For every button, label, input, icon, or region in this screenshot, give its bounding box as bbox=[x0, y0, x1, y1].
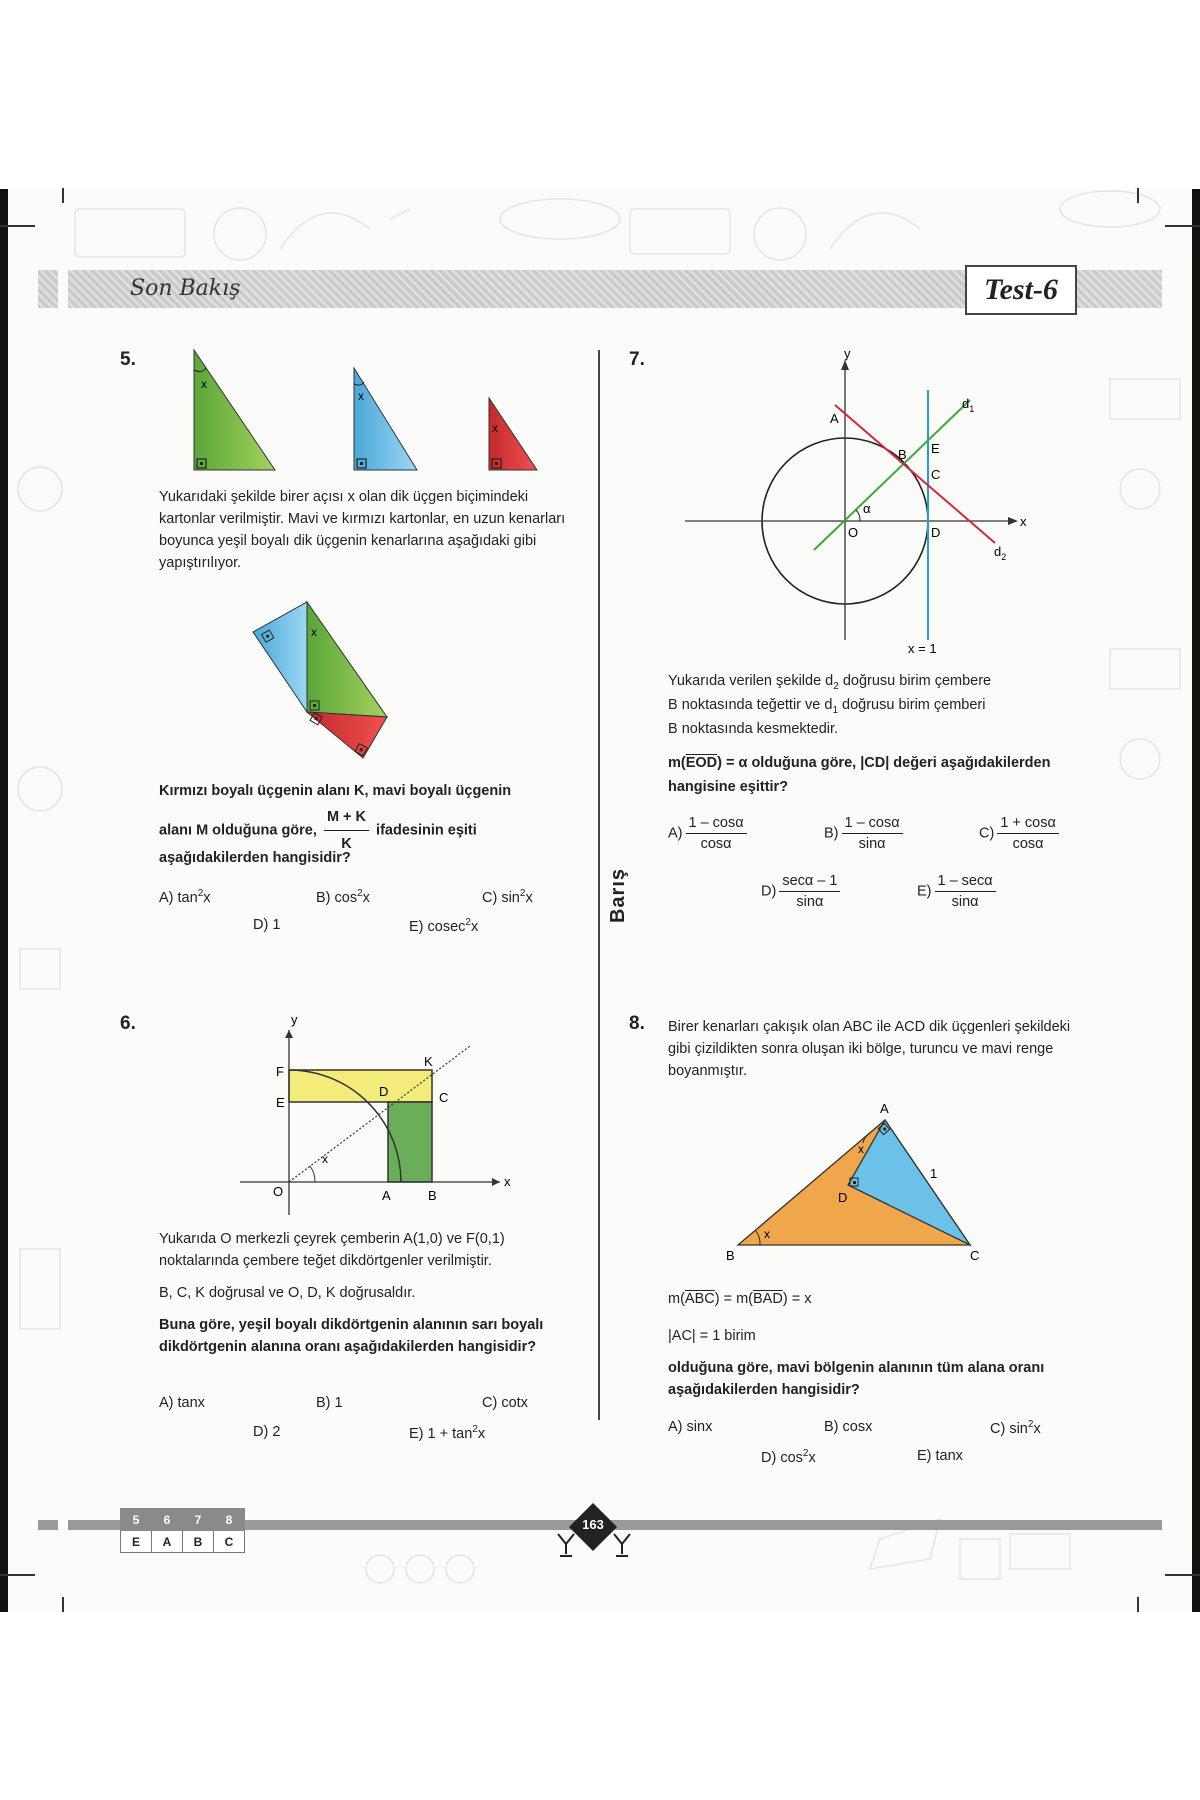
svg-text:D: D bbox=[838, 1190, 848, 1205]
crop-mark bbox=[1137, 188, 1139, 203]
svg-text:y: y bbox=[844, 350, 851, 361]
q8-intro-text: Birer kenarları çakışık olan ABC ile ACD dik üçgenleri şekildeki gibi çizildikten sonra oluşan iki bölge, turuncu ve mavi renge boyanmıştır. bbox=[668, 1019, 1071, 1079]
svg-text:x: x bbox=[492, 421, 498, 435]
q7-question-line1: $m(\overline{EOD}) = \alpha$ olduğuna göre, |CD| değeri aşağıdakilerden bbox=[668, 755, 1051, 771]
crop-mark bbox=[1165, 225, 1200, 227]
svg-text:C: C bbox=[970, 1248, 980, 1263]
publisher-label: Barış bbox=[603, 862, 634, 929]
brand-title: Son Bakış bbox=[130, 276, 241, 301]
svg-text:x: x bbox=[858, 1142, 864, 1156]
svg-text:x = 1: x = 1 bbox=[908, 641, 937, 656]
svg-text:x: x bbox=[358, 389, 364, 403]
question-number-5: 5. bbox=[120, 349, 136, 370]
q5-fraction: $\frac{M + K}{K}$ bbox=[324, 806, 369, 855]
svg-text:K: K bbox=[424, 1054, 433, 1069]
q5-option-a[interactable]: A) $\tan^2x$ bbox=[159, 888, 211, 906]
header-band-stub bbox=[38, 270, 58, 308]
svg-text:A: A bbox=[382, 1188, 391, 1203]
q8-option-d[interactable]: D) $\cos^2x$ bbox=[761, 1448, 816, 1466]
crop-mark bbox=[62, 1597, 64, 1612]
q6-option-a[interactable]: A) tanx bbox=[159, 1395, 205, 1411]
answer-key-number: 7 bbox=[183, 1509, 214, 1531]
svg-text:O: O bbox=[273, 1184, 284, 1199]
q8-given-2: |AC| = 1 birim bbox=[668, 1328, 756, 1344]
q7-question-line2: hangisine eşittir? bbox=[668, 779, 789, 795]
answer-key-number: 5 bbox=[121, 1509, 152, 1531]
svg-text:F: F bbox=[276, 1064, 284, 1079]
q8-question: olduğuna göre, mavi bölgenin alanının tüm alana oranı aşağıdakilerden hangisidir? bbox=[668, 1360, 1045, 1398]
svg-text:d2: $d_2$ bbox=[994, 544, 1007, 562]
question-number-6: 6. bbox=[120, 1013, 136, 1034]
q6-text-2: B, C, K doğrusal ve O, D, K doğrusaldır. bbox=[159, 1285, 416, 1301]
answer-key-number: 6 bbox=[152, 1509, 183, 1531]
q6-option-d[interactable]: D) 2 bbox=[253, 1424, 281, 1440]
svg-text:D: D bbox=[379, 1084, 389, 1099]
crop-mark bbox=[0, 1574, 35, 1576]
q5-question-line1: Kırmızı boyalı üçgenin alanı K, mavi boyalı üçgenin bbox=[159, 783, 512, 799]
q5-intro-text: Yukarıdaki şekilde birer açısı x olan dik üçgen biçimindeki kartonlar verilmiştir. Mavi ve kırmızı kartonlar, en uzun kenarları boyunca yeşil boyalı dik üçgenin kenarlarına aşağıdaki gibi yapıştırılıyor. bbox=[159, 489, 566, 571]
crop-mark bbox=[1165, 1574, 1200, 1576]
svg-text:α: α bbox=[863, 501, 871, 516]
crop-mark bbox=[62, 188, 64, 203]
q5-question-line2: alanı M olduğuna göre, $\frac{M + K}{K}$ ifadesinin eşiti bbox=[159, 806, 477, 855]
svg-text:C: C bbox=[439, 1090, 449, 1105]
answer-key-answer: B bbox=[183, 1531, 214, 1553]
q5-option-c[interactable]: C) $\sin^2x$ bbox=[482, 888, 533, 906]
q8-option-a[interactable]: A) sinx bbox=[668, 1419, 713, 1435]
test-title: Test-6 bbox=[965, 265, 1077, 315]
page-number: 163 bbox=[582, 1517, 604, 1532]
q5-option-d[interactable]: D) 1 bbox=[253, 917, 281, 933]
svg-text:x: x bbox=[322, 1152, 328, 1166]
answer-key-table bbox=[120, 1508, 245, 1553]
svg-text:1: 1 bbox=[930, 1166, 938, 1181]
svg-text:E: E bbox=[931, 441, 940, 456]
svg-text:A: A bbox=[880, 1101, 889, 1116]
q5-triangles-figure bbox=[180, 340, 560, 480]
q6-question: Buna göre, yeşil boyalı dikdörtgenin alanının sarı boyalı dikdörtgenin alanına oranı aşağıdakilerden hangisidir? bbox=[159, 1317, 544, 1355]
footer-bar-stub bbox=[38, 1520, 58, 1530]
q7-text-line3: B noktasında kesmektedir. bbox=[668, 721, 839, 737]
svg-text:A: A bbox=[830, 411, 839, 426]
q7-text-line2: B noktasında teğettir ve $d_1$ doğrusu birim çemberi bbox=[668, 697, 986, 716]
q8-triangles-figure bbox=[720, 1100, 1000, 1270]
svg-text:y: y bbox=[291, 1012, 298, 1027]
svg-text:C: C bbox=[931, 467, 941, 482]
svg-text:x: x bbox=[1020, 514, 1027, 529]
svg-text:x: x bbox=[764, 1227, 770, 1241]
crop-mark bbox=[1137, 1597, 1139, 1612]
q8-option-e[interactable]: E) tanx bbox=[917, 1448, 963, 1464]
svg-text:x: x bbox=[201, 377, 207, 391]
q6-option-c[interactable]: C) cotx bbox=[482, 1395, 528, 1411]
q8-option-b[interactable]: B) cosx bbox=[824, 1419, 873, 1435]
svg-text:B: B bbox=[726, 1248, 735, 1263]
q7-option-d[interactable]: D) $\frac{\sec\alpha - 1}{\sin\alpha}$ bbox=[761, 873, 843, 910]
q5-question-line3: aşağıdakilerden hangisidir? bbox=[159, 850, 351, 866]
svg-text:d1: $d_1$ bbox=[962, 396, 975, 414]
q7-unit-circle-figure bbox=[680, 350, 1040, 660]
answer-key-number: 8 bbox=[214, 1509, 245, 1531]
q7-option-e[interactable]: E) $\frac{1 - \sec\alpha}{\sin\alpha}$ bbox=[917, 873, 999, 910]
svg-text:x: x bbox=[504, 1174, 511, 1189]
q8-option-c[interactable]: C) $\sin^2x$ bbox=[990, 1419, 1041, 1437]
q6-option-e[interactable]: E) $1 + \tan^2x$ bbox=[409, 1424, 486, 1442]
q6-option-b[interactable]: B) 1 bbox=[316, 1395, 343, 1411]
q7-option-b[interactable]: B) $\frac{1 - \cos\alpha}{\sin\alpha}$ bbox=[824, 815, 906, 852]
q7-option-a[interactable]: A) $\frac{1 - \cos\alpha}{\cos\alpha}$ bbox=[668, 815, 750, 852]
crop-mark bbox=[0, 225, 35, 227]
q7-option-c[interactable]: C) $\frac{1 + \cos\alpha}{\cos\alpha}$ bbox=[979, 815, 1062, 852]
svg-text:x: x bbox=[311, 625, 317, 639]
question-number-7: 7. bbox=[629, 349, 645, 370]
q6-text-1: Yukarıda O merkezli çeyrek çemberin A(1,0) ve F(0,1) noktalarında çembere teğet dikdörtgenler verilmiştir. bbox=[159, 1231, 505, 1269]
q6-quarter-circle-figure bbox=[230, 1010, 520, 1220]
svg-text:B: B bbox=[428, 1188, 437, 1203]
svg-text:B: B bbox=[898, 447, 907, 462]
svg-text:O: O bbox=[848, 525, 859, 540]
svg-text:D: D bbox=[931, 525, 941, 540]
question-number-8: 8. bbox=[629, 1013, 645, 1034]
answer-key-answer: A bbox=[152, 1531, 183, 1553]
q8-given-1: $m(\overline{ABC}) = m(\overline{BAD}) = x$ bbox=[668, 1291, 812, 1307]
svg-text:E: E bbox=[276, 1095, 285, 1110]
q5-option-b[interactable]: B) $\cos^2x$ bbox=[316, 888, 370, 906]
q7-text-line1: Yukarıda verilen şekilde $d_2$ doğrusu birim çembere bbox=[668, 673, 992, 692]
column-divider bbox=[598, 350, 600, 1420]
answer-key-answer: E bbox=[121, 1531, 152, 1553]
q5-composite-figure bbox=[245, 592, 405, 772]
q5-option-e[interactable]: E) cosec$^2$x bbox=[409, 917, 479, 935]
answer-key-answer: C bbox=[214, 1531, 245, 1553]
